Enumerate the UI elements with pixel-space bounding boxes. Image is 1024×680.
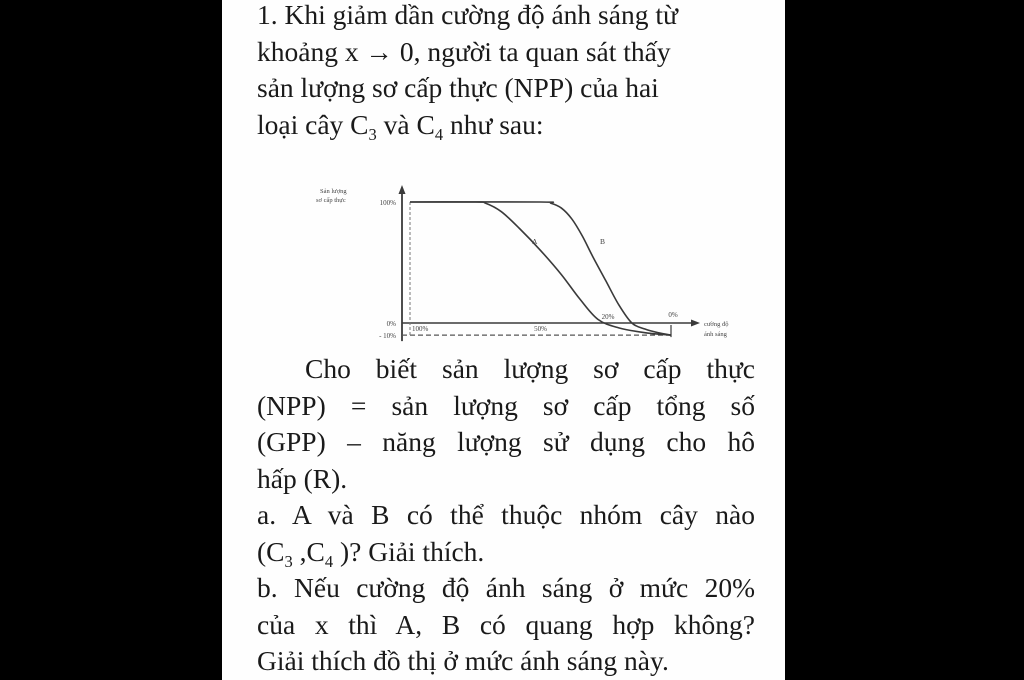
y-axis-arrow-icon: [399, 185, 406, 194]
question-intro: [257, 0, 755, 143]
intro-line: 1. Khi giảm dần cường độ ánh sáng từ: [257, 0, 678, 30]
subscript: 4: [434, 124, 444, 144]
x-tick-label: 100%: [412, 325, 429, 333]
y-axis-label: Sản lượng: [320, 188, 347, 195]
npp-light-chart: [302, 178, 729, 348]
text-fragment: )? Giải thích.: [333, 535, 485, 567]
given-line: (NPP) = sản lượng sơ cấp tổng số: [257, 389, 755, 421]
subscript: 3: [368, 124, 377, 144]
x-axis-arrow-icon: [691, 320, 700, 327]
subscript: 3: [284, 551, 293, 571]
text-fragment: (C: [257, 535, 285, 567]
text-fragment: loại cây C: [257, 108, 369, 140]
intro-line: [257, 107, 755, 144]
part-b-line: Giải thích đồ thị ở mức ánh sáng này.: [257, 645, 669, 676]
given-line: Cho biết sản lượng sơ cấp thực: [305, 353, 755, 384]
y-tick-label: 100%: [379, 199, 396, 207]
series-label-b: B: [600, 237, 606, 246]
given-definition: [257, 351, 755, 497]
series-line-a: [410, 202, 671, 335]
x-tick-label: 50%: [534, 325, 547, 333]
text-fragment: và C: [376, 108, 435, 140]
given-line: (GPP) – năng lượng sử dụng cho hô: [257, 426, 755, 457]
intro-line: khoảng x → 0, người ta quan sát thấy: [257, 35, 671, 67]
y-tick-label: - 10%: [379, 332, 396, 341]
part-a-line: a. A và B có thể thuộc nhóm cây nào: [257, 499, 755, 530]
x-axis-label: cường độ: [704, 321, 729, 328]
series-label-a: A: [532, 237, 538, 246]
part-b-line: của x thì A, B có quang hợp không?: [257, 608, 755, 640]
intro-line: sản lượng sơ cấp thực (NPP) của hai: [257, 72, 659, 103]
document-page: [222, 0, 785, 680]
x-axis-label: ánh sáng: [704, 331, 727, 338]
subscript: 4: [324, 551, 334, 571]
part-b-line: b. Nếu cường độ ánh sáng ở mức 20%: [257, 572, 755, 603]
series-line-b: [410, 202, 671, 335]
given-line: hấp (R).: [257, 462, 348, 494]
x-tick-label: 0%: [668, 311, 678, 319]
question-parts: [257, 497, 755, 680]
text-fragment: như sau:: [443, 108, 544, 140]
x-tick-label: 20%: [601, 313, 615, 321]
y-tick-label: 0%: [386, 320, 396, 328]
y-axis-label: sơ cấp thực: [316, 197, 346, 204]
part-a-line: [257, 534, 755, 571]
text-fragment: ,C: [292, 535, 325, 567]
